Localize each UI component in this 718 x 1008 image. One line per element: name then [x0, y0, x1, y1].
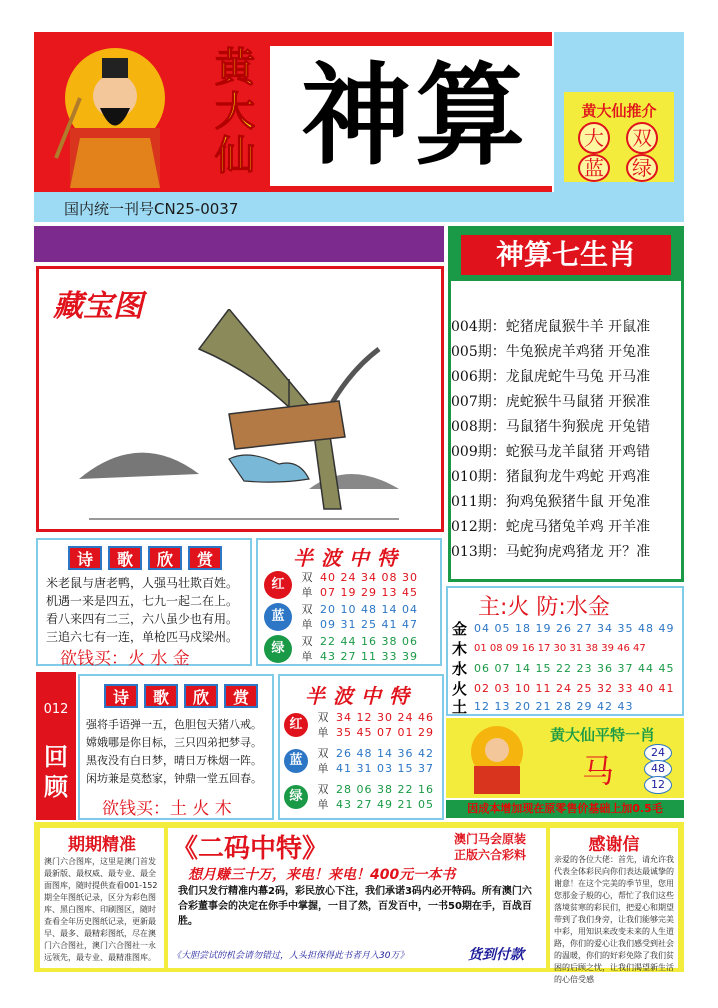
issn-bar: [34, 192, 684, 222]
green-badge: 绿: [284, 785, 308, 809]
deity-icon: [452, 722, 542, 794]
element-numbers: 06 07 14 15 22 23 36 37 44 45: [474, 661, 675, 675]
even-label: 双: [317, 747, 329, 760]
review-label: [36, 742, 76, 802]
seven-zodiac-list: [451, 315, 650, 565]
even-numbers: 40 24 34 08 30: [320, 571, 418, 584]
element-numbers: 04 05 18 19 26 27 34 35 48 49: [474, 621, 675, 635]
half-wave-row: [264, 570, 438, 600]
element-label: 金: [452, 619, 468, 638]
even-numbers: 28 06 38 22 16: [336, 783, 434, 796]
price-note: 因成本增加现在原零售价基础上加0.5毛: [446, 800, 684, 818]
element-row: [452, 618, 674, 638]
half-wave-row: [284, 746, 442, 776]
poem-line: 三追六七有一连，单枪匹马戍梁州。: [46, 630, 239, 644]
footer-slogan: 想月赚三十万，来电！来电！400元一本书: [188, 867, 456, 883]
element-numbers: 02 03 10 11 24 25 32 33 40 41: [474, 681, 675, 695]
side-title-char: 大: [215, 88, 255, 135]
even-label: 双: [317, 783, 329, 796]
buy-hint: 欲钱买：火 水 金: [60, 649, 190, 669]
odd-label: 单: [301, 586, 313, 599]
poem-header-char: 赏: [224, 684, 258, 708]
poem-body: [46, 574, 238, 646]
recommend-item: 绿: [626, 154, 658, 182]
even-label: 双: [301, 603, 313, 616]
list-item: 008期：马鼠猪牛狗猴虎 开兔错: [451, 419, 651, 435]
poem-header-char: 欣: [184, 684, 218, 708]
blue-badge: 蓝: [284, 749, 308, 773]
side-title: [190, 46, 280, 178]
half-wave-panel-2: [278, 674, 444, 820]
element-label: 木: [452, 639, 468, 658]
list-item: 009期：蛇猴马龙羊鼠猪 开鸡错: [451, 444, 651, 460]
element-label: 土: [452, 697, 468, 716]
even-label: 双: [301, 635, 313, 648]
deity-illustration: [40, 38, 190, 188]
footer-left-title: 期期精准: [68, 835, 136, 855]
poem-line: 强将手语弹一五，色胆包天猪八戒。: [86, 718, 262, 731]
footer-right-box: [550, 828, 678, 984]
even-numbers: 34 12 30 24 46: [336, 711, 434, 724]
odd-numbers: 07 19 29 13 45: [320, 586, 418, 599]
even-numbers: 20 10 48 14 04: [320, 603, 418, 616]
buy-hint: 欲钱买：土 火 木: [102, 799, 232, 819]
poem-header-char: 歌: [108, 546, 142, 570]
poem-line: 闲坊兼是莫愁家，钟鼎一堂五回春。: [86, 772, 262, 785]
half-wave-row: [284, 782, 442, 812]
green-badge: 绿: [264, 635, 292, 663]
pingte-animal: 马: [582, 752, 615, 790]
poem-header-char: 诗: [104, 684, 138, 708]
review-label-char: 顾: [44, 773, 68, 801]
footer-center-title: 《二码中特》: [172, 834, 329, 864]
poem-line: 嫦娥哪是你目标，三只四弟把梦寻。: [86, 736, 262, 749]
element-row: [452, 658, 674, 678]
review-side-tab: [36, 672, 76, 820]
pingte-number: 24: [644, 744, 672, 762]
recommend-item: 蓝: [578, 154, 610, 182]
odd-numbers: 41 31 03 15 37: [336, 762, 434, 775]
list-item: 010期：猪鼠狗龙牛鸡蛇 开鸡准: [451, 469, 651, 485]
poem-body: [86, 716, 262, 788]
poem-header-char: 欣: [148, 546, 182, 570]
half-wave-row: [264, 602, 438, 632]
recommend-item: 双: [626, 122, 658, 154]
odd-numbers: 43 27 49 21 05: [336, 798, 434, 811]
footer-body: 我们只发行精准内幕2码，彩民放心下注，我们承诺3码内必开特码。所有澳门六合彩董事会的决定在你手中掌握，一目了然，百发百中，一书50期在手，百战百胜。: [178, 886, 532, 927]
odd-numbers: 09 31 25 41 47: [320, 618, 418, 631]
list-item: 013期：马蛇狗虎鸡猪龙 开？准: [451, 544, 651, 560]
element-label: 火: [452, 679, 468, 698]
poem-line: 机遇一来是四五，七九一起二在上。: [46, 594, 239, 608]
treasure-map-illustration: [79, 309, 409, 524]
list-item: 012期：蛇虎马猪兔羊鸡 开羊准: [451, 519, 651, 535]
side-title-char: 黄: [215, 44, 255, 91]
issn-text: 国内统一刊号CN25-0037: [64, 200, 239, 218]
footer-right-text: 亲爱的各位大佬：首先，请允许我代表全体彩民向你们表达最诚挚的谢意！在这个完美的季节里，您用您那金子般的心，帮忙了我们这些落境贫寒的彩民们，把爱心和期望带到了我们身旁，让我们能够完美中彩，用知识来改变未来的人生道路，你们的爱心让我们感受到社会的温暖，你们的好彩免除了我们贫困的后顾之忧，让我们渴望新生活的心倍受感: [554, 855, 674, 984]
element-numbers: 12 13 20 21 28 29 42 43: [474, 699, 634, 713]
recommend-title: 黄大仙推介: [581, 102, 657, 120]
footer-left-box: [40, 828, 164, 968]
treasure-map-panel: [36, 266, 444, 532]
half-wave-panel-1: [256, 538, 442, 666]
odd-numbers: 35 45 07 01 29: [336, 726, 434, 739]
even-label: 双: [301, 571, 313, 584]
seven-zodiac-panel: [448, 226, 684, 582]
five-elements-panel: [446, 586, 684, 716]
list-item: 004期：蛇猪虎鼠猴牛羊 开鼠准: [451, 319, 651, 335]
footer-center-sub1: 澳门马会原装: [454, 832, 527, 846]
footer-center-box: [168, 828, 546, 968]
pingte-number: 48: [644, 760, 672, 778]
recommend-panel: [554, 32, 684, 192]
odd-label: 单: [317, 762, 329, 775]
poem-header: [68, 546, 222, 570]
list-item: 011期：狗鸡兔猴猪牛鼠 开兔准: [451, 494, 651, 510]
footer-bottom: 《大胆尝试的机会请勿错过，人头担保得此书者月入30万》: [172, 951, 409, 961]
element-label: 水: [452, 659, 468, 678]
half-wave-title: 半波中特: [293, 546, 405, 570]
treasure-map-title: 藏宝图: [53, 289, 143, 324]
pingte-title: 黄大仙平特一肖: [550, 726, 656, 744]
pingte-number: 12: [644, 776, 672, 794]
red-badge: 红: [284, 713, 308, 737]
side-title-char: 仙: [215, 132, 255, 179]
review-label-char: 回: [44, 743, 68, 771]
half-wave-title: 半波中特: [305, 684, 417, 708]
red-badge: 红: [264, 571, 292, 599]
poem-header-char: 诗: [68, 546, 102, 570]
blue-badge: 蓝: [264, 603, 292, 631]
even-numbers: 22 44 16 38 06: [320, 635, 418, 648]
seven-zodiac-title: 神算七生肖: [461, 235, 671, 275]
footer: [34, 822, 684, 984]
even-label: 双: [317, 711, 329, 724]
footer-center-sub2: 正版六合彩料: [454, 848, 527, 862]
odd-label: 单: [317, 726, 329, 739]
poem-line: 米老鼠与唐老鸭，人强马壮欺百姓。: [46, 576, 239, 590]
main-title: 神算: [270, 46, 560, 186]
element-row: [452, 678, 674, 698]
poem-line: 看八来四有二三，六八虽少也有用。: [46, 612, 239, 626]
footer-right-title: 感谢信: [588, 835, 640, 855]
element-row: [452, 638, 646, 658]
footer-left-text: 澳门六合图库，这里是澳门首发最新版、最权威、最专业、最全面图库，随时提供查看001-152期全年图纸记录，区分为彩色图库、黑白图库、印刷图区，随时查看全年历史图纸记录，更新最早、最多、最精彩图纸，尽在澳门六合图社，澳门六合图社一永远领先，最专业、最精准图库。: [44, 857, 158, 962]
even-numbers: 26 48 14 36 42: [336, 747, 434, 760]
odd-label: 单: [317, 798, 329, 811]
poem-header-char: 赏: [188, 546, 222, 570]
five-elements-title: 主:火 防:水金: [478, 595, 610, 620]
odd-label: 单: [301, 618, 313, 631]
list-item: 007期：虎蛇猴牛马鼠猪 开猴准: [451, 394, 651, 410]
poem-header: [104, 684, 258, 708]
odd-numbers: 43 27 11 33 39: [320, 650, 418, 663]
seven-zodiac-header: [451, 229, 681, 281]
poem-panel-2: [78, 674, 274, 820]
element-row: [452, 696, 633, 716]
cash-on-delivery: 货到付款: [468, 947, 524, 963]
half-wave-row: [264, 634, 438, 664]
review-issue: 012: [43, 702, 69, 717]
odd-label: 单: [301, 650, 313, 663]
list-item: 006期：龙鼠虎蛇牛马兔 开马准: [451, 369, 651, 385]
element-numbers: 01 08 09 16 17 30 31 38 39 46 47: [474, 642, 646, 654]
header-banner: [34, 32, 552, 192]
poem-line: 黑夜没有白日梦，晴日万株烟一阵。: [86, 754, 262, 767]
pingte-panel: [446, 718, 684, 798]
purple-bar: [34, 226, 444, 262]
poem-header-char: 歌: [144, 684, 178, 708]
recommend-item: 大: [578, 122, 610, 154]
half-wave-row: [284, 710, 442, 740]
list-item: 005期：牛兔猴虎羊鸡猪 开兔准: [451, 344, 651, 360]
poem-panel-1: [36, 538, 252, 669]
